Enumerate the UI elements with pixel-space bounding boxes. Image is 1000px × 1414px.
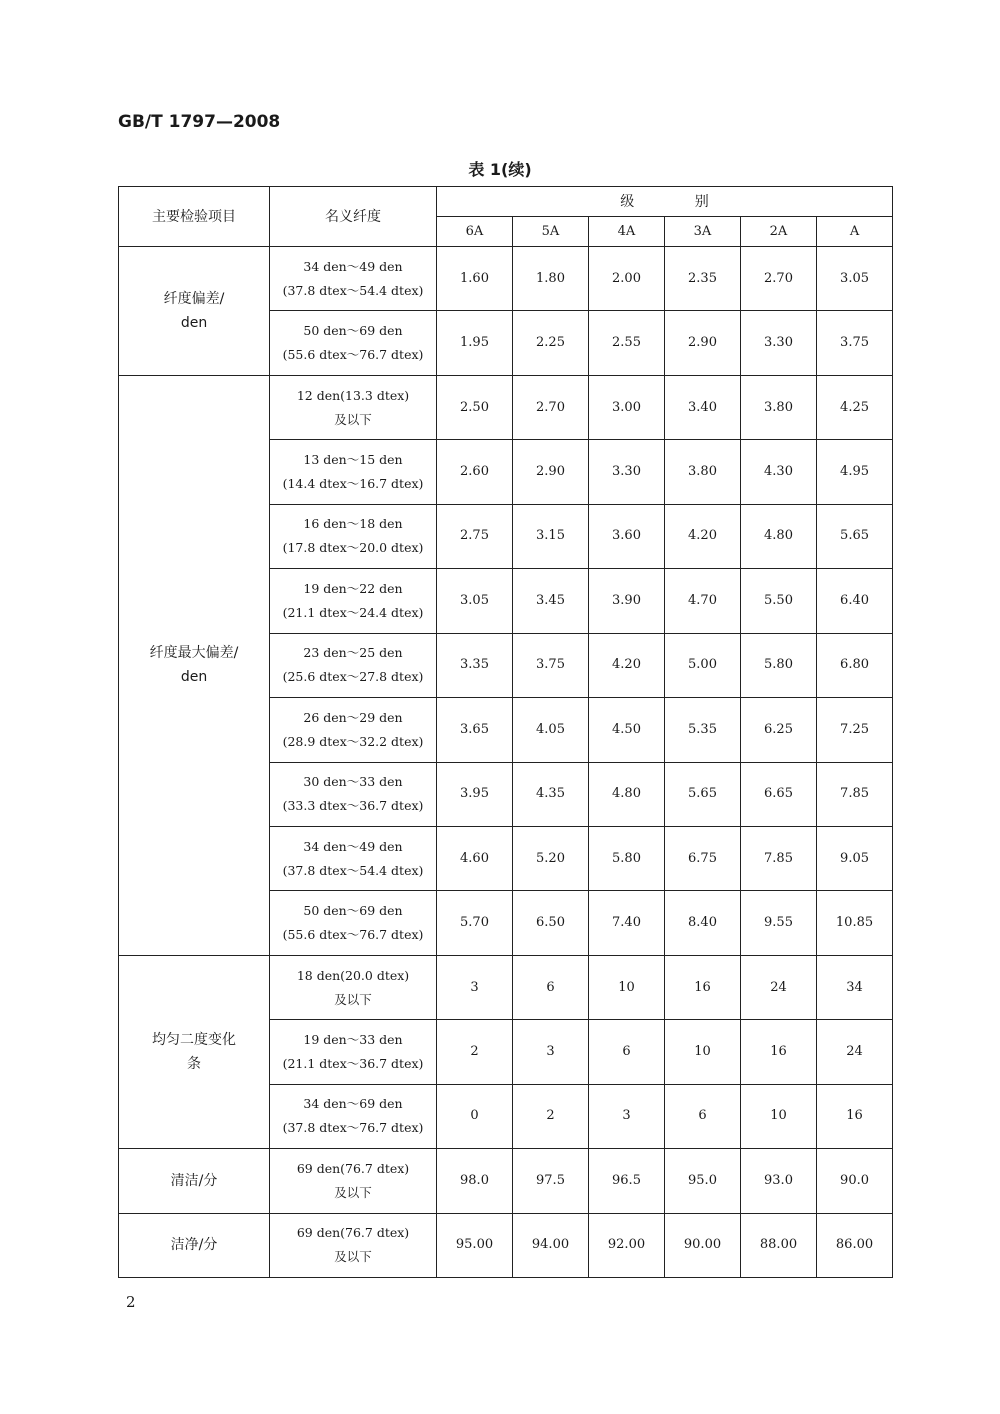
nominal-text: (17.8 dtex～20.0 dtex) (282, 540, 424, 556)
value-cell: 2.60 (437, 440, 513, 504)
value-cell: 10 (665, 1020, 741, 1084)
nominal-text: (28.9 dtex～32.2 dtex) (282, 733, 424, 749)
value-cell: 6.40 (817, 569, 893, 633)
grade-header: 5A (513, 217, 589, 247)
value-cell: 3 (589, 1084, 665, 1148)
nominal-text: (14.4 dtex～16.7 dtex) (282, 476, 424, 492)
nominal-cell (270, 440, 437, 504)
nominal-text: 19 den～33 den (303, 1031, 403, 1047)
nominal-cell (270, 826, 437, 890)
value-cell: 2.55 (589, 311, 665, 375)
nominal-text: 34 den～49 den (303, 838, 403, 854)
nominal-cell (270, 698, 437, 762)
value-cell: 3.65 (437, 698, 513, 762)
value-cell: 0 (437, 1084, 513, 1148)
nominal-text: 34 den～69 den (303, 1096, 403, 1112)
value-cell: 3.30 (589, 440, 665, 504)
value-cell: 4.35 (513, 762, 589, 826)
value-cell: 2.90 (665, 311, 741, 375)
value-cell: 96.5 (589, 1149, 665, 1213)
value-cell: 3.60 (589, 504, 665, 568)
nominal-cell (270, 1149, 437, 1213)
value-cell: 5.00 (665, 633, 741, 697)
value-cell: 16 (741, 1020, 817, 1084)
value-cell: 1.95 (437, 311, 513, 375)
value-cell: 16 (665, 955, 741, 1019)
nominal-text: (25.6 dtex～27.8 dtex) (282, 669, 424, 685)
value-cell: 4.05 (513, 698, 589, 762)
nominal-cell (270, 1084, 437, 1148)
nominal-cell (270, 247, 437, 311)
value-cell: 3 (513, 1020, 589, 1084)
table-row (119, 955, 893, 1019)
value-cell: 95.0 (665, 1149, 741, 1213)
value-cell: 3.35 (437, 633, 513, 697)
value-cell: 8.40 (665, 891, 741, 955)
value-cell: 3.75 (817, 311, 893, 375)
standard-code: GB/T 1797—2008 (118, 112, 281, 132)
nominal-text: (37.8 dtex～76.7 dtex) (282, 1120, 424, 1136)
value-cell: 3.40 (665, 375, 741, 439)
value-cell: 4.30 (741, 440, 817, 504)
grade-header: 6A (437, 217, 513, 247)
value-cell: 98.0 (437, 1149, 513, 1213)
nominal-text: 及以下 (334, 1184, 372, 1200)
nominal-text: 19 den～22 den (303, 580, 403, 596)
value-cell: 5.50 (741, 569, 817, 633)
value-cell: 3.75 (513, 633, 589, 697)
value-cell: 24 (741, 955, 817, 1019)
value-cell: 6 (665, 1084, 741, 1148)
value-cell: 3.05 (437, 569, 513, 633)
value-cell: 3.80 (741, 375, 817, 439)
value-cell: 6.65 (741, 762, 817, 826)
value-cell: 3.80 (665, 440, 741, 504)
nominal-text: 及以下 (334, 1249, 372, 1265)
value-cell: 93.0 (741, 1149, 817, 1213)
value-cell: 2 (513, 1084, 589, 1148)
value-cell: 10 (589, 955, 665, 1019)
nominal-text: 12 den(13.3 dtex) (296, 387, 410, 403)
header-row-1 (119, 187, 893, 217)
value-cell: 5.80 (589, 826, 665, 890)
value-cell: 2.70 (513, 375, 589, 439)
value-cell: 2.90 (513, 440, 589, 504)
col-header-grade: 级 别 (437, 187, 893, 217)
category-unit: den (180, 314, 208, 331)
nominal-text: 34 den～49 den (303, 258, 403, 274)
nominal-text: (21.1 dtex～36.7 dtex) (282, 1055, 424, 1071)
value-cell: 90.0 (817, 1149, 893, 1213)
value-cell: 4.25 (817, 375, 893, 439)
nominal-text: 69 den(76.7 dtex) (296, 1225, 410, 1241)
col-header-nominal: 名义纤度 (270, 187, 437, 247)
nominal-text: 及以下 (334, 411, 372, 427)
category-label: 均匀二度变化 (152, 1031, 236, 1048)
nominal-cell (270, 1213, 437, 1277)
value-cell: 10.85 (817, 891, 893, 955)
value-cell: 7.85 (741, 826, 817, 890)
nominal-text: 18 den(20.0 dtex) (296, 967, 410, 983)
value-cell: 86.00 (817, 1213, 893, 1277)
nominal-cell (270, 762, 437, 826)
category-label: 纤度偏差/ (163, 290, 225, 307)
value-cell: 2.00 (589, 247, 665, 311)
nominal-cell (270, 955, 437, 1019)
value-cell: 6.25 (741, 698, 817, 762)
value-cell: 3.95 (437, 762, 513, 826)
value-cell: 2.35 (665, 247, 741, 311)
value-cell: 92.00 (589, 1213, 665, 1277)
value-cell: 2.50 (437, 375, 513, 439)
value-cell: 4.80 (741, 504, 817, 568)
value-cell: 95.00 (437, 1213, 513, 1277)
value-cell: 1.80 (513, 247, 589, 311)
value-cell: 4.70 (665, 569, 741, 633)
value-cell: 5.20 (513, 826, 589, 890)
value-cell: 3.05 (817, 247, 893, 311)
value-cell: 9.05 (817, 826, 893, 890)
value-cell: 3.00 (589, 375, 665, 439)
value-cell: 34 (817, 955, 893, 1019)
nominal-text: (55.6 dtex～76.7 dtex) (282, 347, 424, 363)
value-cell: 6.50 (513, 891, 589, 955)
nominal-text: (55.6 dtex～76.7 dtex) (282, 927, 424, 943)
spec-table (118, 186, 893, 1278)
value-cell: 2 (437, 1020, 513, 1084)
value-cell: 24 (817, 1020, 893, 1084)
value-cell: 6 (513, 955, 589, 1019)
table-row (119, 1213, 893, 1277)
value-cell: 4.80 (589, 762, 665, 826)
category-cell (119, 1149, 270, 1213)
grade-header: 3A (665, 217, 741, 247)
category-cell (119, 1213, 270, 1277)
table-row (119, 375, 893, 439)
value-cell: 2.25 (513, 311, 589, 375)
value-cell: 5.70 (437, 891, 513, 955)
value-cell: 6.80 (817, 633, 893, 697)
category-cell (119, 375, 270, 955)
value-cell: 2.75 (437, 504, 513, 568)
value-cell: 97.5 (513, 1149, 589, 1213)
nominal-cell (270, 311, 437, 375)
nominal-text: 16 den～18 den (303, 516, 403, 532)
nominal-text: 50 den～69 den (303, 903, 403, 919)
nominal-text: (37.8 dtex～54.4 dtex) (282, 282, 424, 298)
nominal-text: 26 den～29 den (303, 709, 403, 725)
table-row (119, 247, 893, 311)
value-cell: 88.00 (741, 1213, 817, 1277)
category-cell (119, 247, 270, 376)
value-cell: 3.90 (589, 569, 665, 633)
category-unit: den (180, 669, 208, 686)
value-cell: 3 (437, 955, 513, 1019)
value-cell: 4.60 (437, 826, 513, 890)
col-header-item: 主要检验项目 (119, 187, 270, 247)
nominal-cell (270, 633, 437, 697)
nominal-cell (270, 504, 437, 568)
value-cell: 5.65 (817, 504, 893, 568)
value-cell: 7.85 (817, 762, 893, 826)
value-cell: 4.50 (589, 698, 665, 762)
value-cell: 5.35 (665, 698, 741, 762)
value-cell: 6 (589, 1020, 665, 1084)
value-cell: 6.75 (665, 826, 741, 890)
category-label: 清洁/分 (170, 1172, 218, 1189)
value-cell: 3.15 (513, 504, 589, 568)
nominal-cell (270, 569, 437, 633)
value-cell: 5.80 (741, 633, 817, 697)
table-row (119, 1149, 893, 1213)
category-cell (119, 955, 270, 1148)
table-body (119, 247, 893, 1278)
nominal-text: (37.8 dtex～54.4 dtex) (282, 862, 424, 878)
value-cell: 4.95 (817, 440, 893, 504)
category-unit: 条 (187, 1055, 201, 1072)
value-cell: 3.45 (513, 569, 589, 633)
category-label: 洁净/分 (170, 1237, 218, 1254)
value-cell: 1.60 (437, 247, 513, 311)
nominal-text: (33.3 dtex～36.7 dtex) (282, 798, 424, 814)
nominal-text: (21.1 dtex～24.4 dtex) (282, 604, 424, 620)
nominal-text: 23 den～25 den (303, 645, 403, 661)
value-cell: 3.30 (741, 311, 817, 375)
nominal-text: 69 den(76.7 dtex) (296, 1160, 410, 1176)
nominal-text: 13 den～15 den (303, 452, 403, 468)
nominal-text: 50 den～69 den (303, 323, 403, 339)
value-cell: 7.40 (589, 891, 665, 955)
nominal-cell (270, 375, 437, 439)
value-cell: 90.00 (665, 1213, 741, 1277)
category-label: 纤度最大偏差/ (149, 645, 239, 662)
nominal-cell (270, 1020, 437, 1084)
nominal-text: 及以下 (334, 991, 372, 1007)
value-cell: 4.20 (665, 504, 741, 568)
value-cell: 16 (817, 1084, 893, 1148)
nominal-cell (270, 891, 437, 955)
grade-header: 4A (589, 217, 665, 247)
grade-header: A (817, 217, 893, 247)
value-cell: 9.55 (741, 891, 817, 955)
value-cell: 10 (741, 1084, 817, 1148)
value-cell: 4.20 (589, 633, 665, 697)
value-cell: 7.25 (817, 698, 893, 762)
value-cell: 2.70 (741, 247, 817, 311)
grade-header: 2A (741, 217, 817, 247)
value-cell: 94.00 (513, 1213, 589, 1277)
value-cell: 5.65 (665, 762, 741, 826)
nominal-text: 30 den～33 den (303, 774, 403, 790)
table-caption: 表 1(续) (468, 160, 532, 179)
page-number: 2 (126, 1293, 136, 1311)
